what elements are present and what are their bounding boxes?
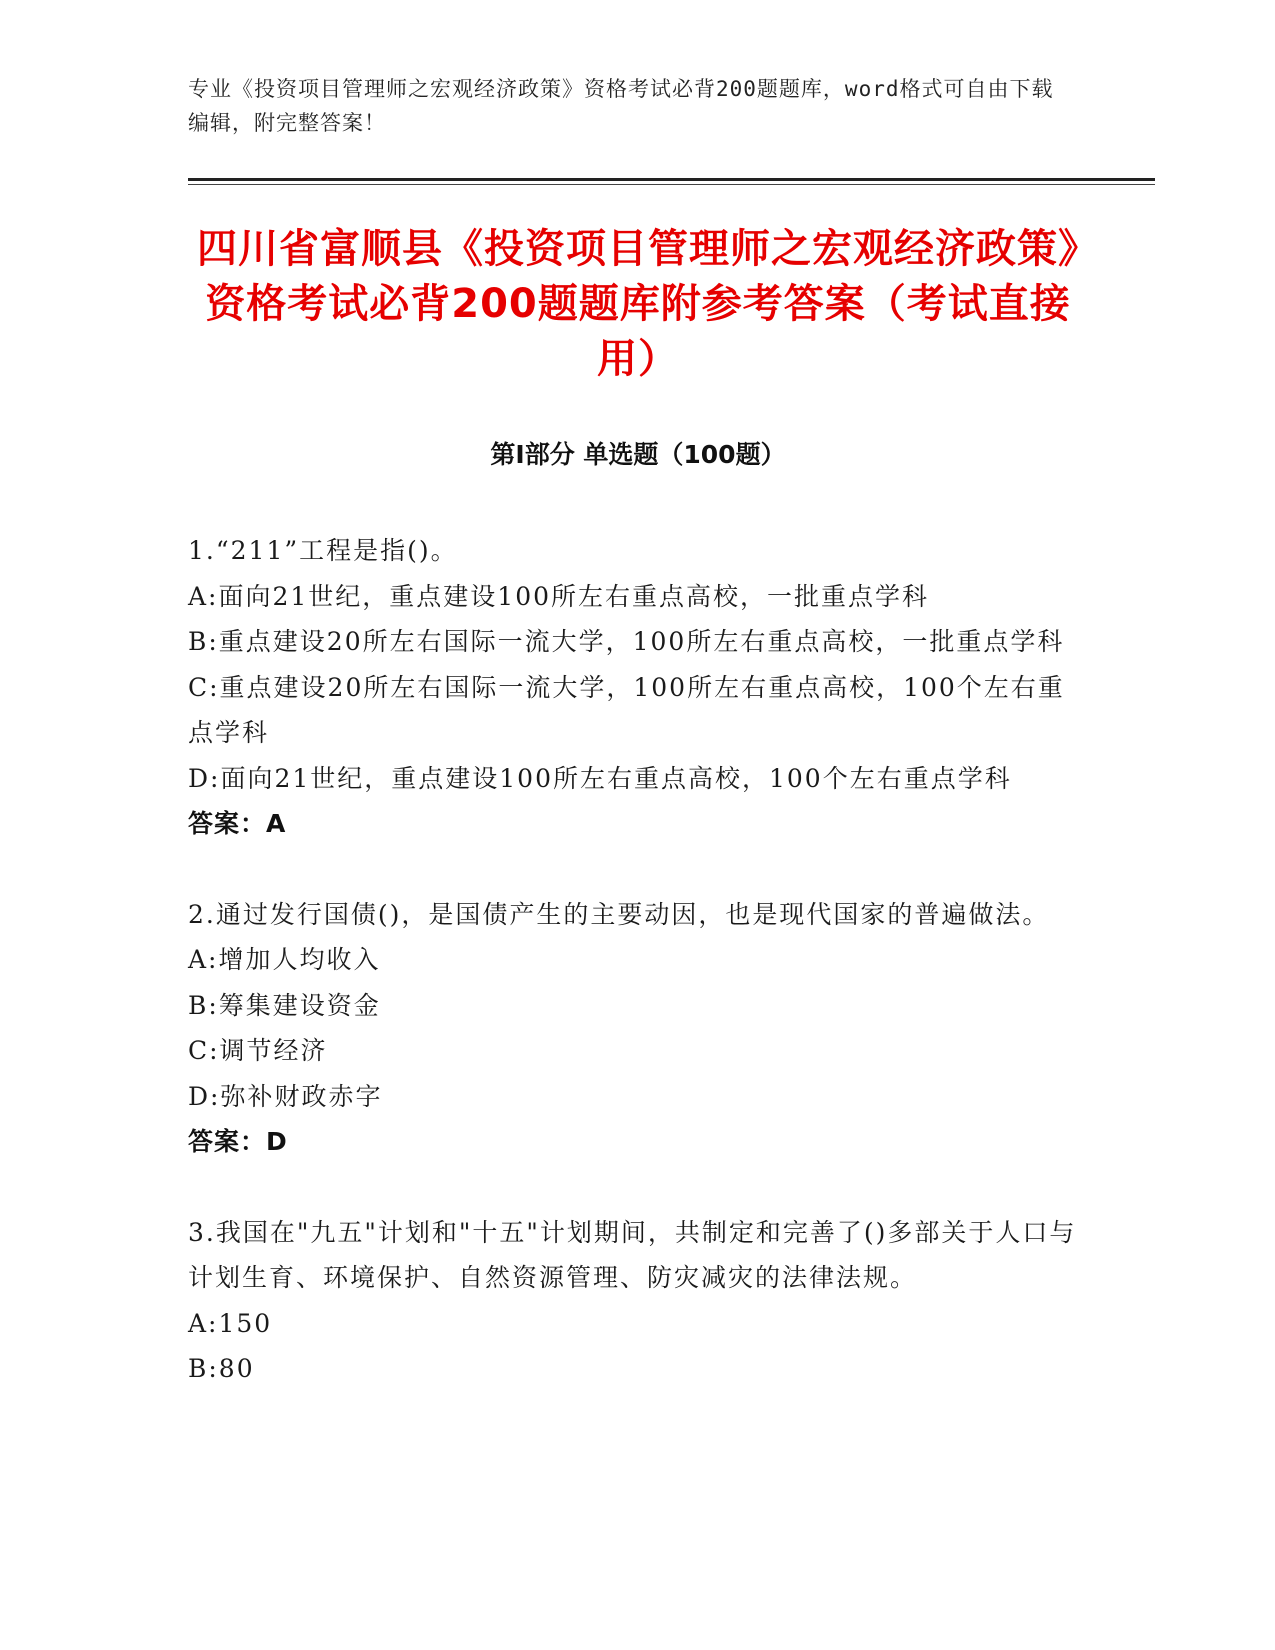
section-title: 第Ⅰ部分 单选题（100题） bbox=[490, 440, 786, 469]
question-option-d: D:面向21世纪，重点建设100所左右重点高校，100个左右重点学科 bbox=[188, 763, 1012, 793]
question-option-c: C:重点建设20所左右国际一流大学，100所左右重点高校，100个左右重点学科 bbox=[188, 672, 1065, 747]
question-option-d: D:弥补财政赤字 bbox=[188, 1081, 383, 1111]
question-item-1 bbox=[188, 528, 1078, 847]
question-item-2 bbox=[188, 892, 1078, 1165]
question-answer: 答案：D bbox=[188, 1127, 288, 1156]
question-option-b: B:80 bbox=[188, 1354, 255, 1383]
question-option-b: B:重点建设20所左右国际一流大学，100所左右重点高校，一批重点学科 bbox=[188, 627, 1065, 656]
question-stem: 1.“211”工程是指()。 bbox=[188, 536, 458, 565]
question-option-a: A:增加人均收入 bbox=[188, 945, 381, 974]
question-list bbox=[188, 528, 1078, 1437]
question-stem: 3.我国在"九五"计划和"十五"计划期间，共制定和完善了()多部关于人口与计划生育、环境保护、自然资源管理、防灾减灾的法律法规。 bbox=[188, 1217, 1077, 1292]
question-item-3 bbox=[188, 1210, 1078, 1392]
question-option-b: B:筹集建设资金 bbox=[188, 990, 381, 1020]
question-stem: 2.通过发行国债()，是国债产生的主要动因，也是现代国家的普遍做法。 bbox=[188, 899, 1050, 929]
header-note: 专业《投资项目管理师之宏观经济政策》资格考试必背200题题库，word格式可自由下载编辑，附完整答案！ bbox=[188, 77, 1054, 135]
question-option-a: A:150 bbox=[188, 1308, 273, 1338]
question-option-c: C:调节经济 bbox=[188, 1036, 328, 1065]
header-divider-thick bbox=[188, 178, 1155, 181]
header-divider-thin bbox=[188, 184, 1155, 185]
document-title: 四川省富顺县《投资项目管理师之宏观经济政策》资格考试必背200题题库附参考答案（考试直接用） bbox=[197, 226, 1079, 382]
question-answer: 答案：A bbox=[188, 809, 287, 838]
question-option-a: A:面向21世纪，重点建设100所左右重点高校，一批重点学科 bbox=[188, 581, 930, 611]
